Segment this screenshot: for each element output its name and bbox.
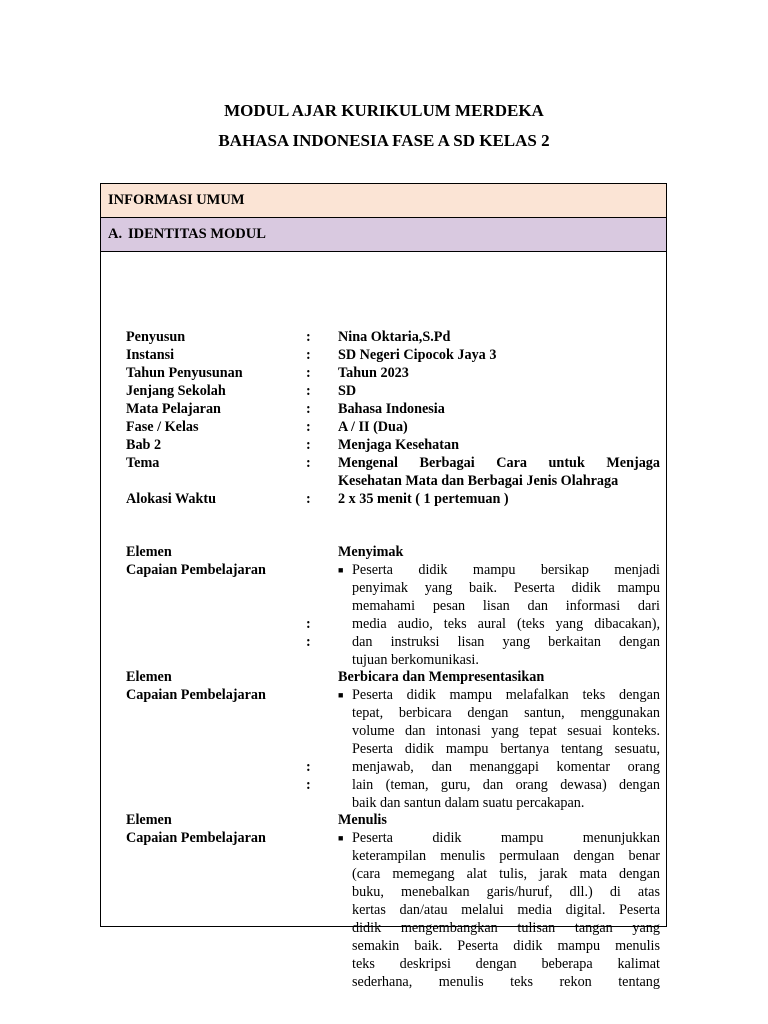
element-label: Elemen bbox=[126, 544, 172, 560]
field-colon: : bbox=[306, 347, 311, 363]
section-label: IDENTITAS MODUL bbox=[128, 226, 266, 242]
document-title: MODUL AJAR KURIKULUM MERDEKA bbox=[224, 101, 544, 120]
bullet-square-icon: ■ bbox=[338, 833, 344, 843]
field-colon: : bbox=[306, 437, 311, 453]
field-label: Fase / Kelas bbox=[126, 419, 199, 435]
element-heading: Menyimak bbox=[338, 544, 404, 560]
field-value: Nina Oktaria,S.Pd bbox=[338, 329, 451, 345]
achievement-row bbox=[101, 919, 668, 937]
achievement-line: Peserta didik mampu bersikap menjadi bbox=[352, 562, 660, 578]
achievement-row bbox=[101, 937, 668, 955]
field-colon: : bbox=[306, 419, 311, 435]
achievement-row bbox=[101, 758, 668, 776]
identity-row-fase bbox=[101, 418, 668, 436]
section-identitas-modul bbox=[101, 218, 666, 252]
field-label: Tema bbox=[126, 455, 160, 471]
field-colon: : bbox=[306, 383, 311, 399]
field-value: Menjaga Kesehatan bbox=[338, 437, 459, 453]
field-label: Penyusun bbox=[126, 329, 186, 345]
field-value: SD bbox=[338, 383, 357, 399]
bullet-square-icon: ■ bbox=[338, 690, 344, 700]
achievement-label: Capaian Pembelajaran bbox=[126, 562, 266, 578]
achievement-line: media audio, teks aural (teks yang dibacakan), bbox=[352, 616, 660, 632]
field-colon: : bbox=[306, 759, 311, 775]
achievement-line: didik mengembangkan tulisan tangan yang bbox=[352, 920, 660, 936]
field-label: Bab 2 bbox=[126, 437, 162, 453]
achievement-line: Peserta didik mampu bertanya tentang sesuatu, bbox=[352, 741, 660, 757]
field-value: Bahasa Indonesia bbox=[338, 401, 445, 417]
field-colon: : bbox=[306, 455, 311, 471]
field-label: Tahun Penyusunan bbox=[126, 365, 243, 381]
element-label: Elemen bbox=[126, 812, 172, 828]
achievement-line: Peserta didik mampu melafalkan teks dengan bbox=[352, 687, 660, 703]
field-label: Jenjang Sekolah bbox=[126, 383, 226, 399]
achievement-row bbox=[101, 704, 668, 722]
achievement-line: memahami pesan lisan dan informasi dari bbox=[352, 598, 660, 614]
identity-row-alokasi bbox=[101, 490, 668, 508]
achievement-row bbox=[101, 847, 668, 865]
field-value: SD Negeri Cipocok Jaya 3 bbox=[338, 347, 497, 363]
achievement-row bbox=[101, 633, 668, 651]
achievement-row bbox=[101, 865, 668, 883]
achievement-line: Peserta didik mampu menunjukkan bbox=[352, 830, 660, 846]
achievement-line: buku, menebalkan garis/huruf, dll.) di atas bbox=[352, 884, 660, 900]
identity-row-tema bbox=[101, 454, 668, 472]
achievement-row bbox=[101, 615, 668, 633]
field-value: A / II (Dua) bbox=[338, 419, 408, 435]
identity-row-bab bbox=[101, 436, 668, 454]
achievement-line: volume dan intonasi yang tepat sesuai konteks. bbox=[352, 723, 660, 739]
bullet-square-icon: ■ bbox=[338, 565, 344, 575]
achievement-label: Capaian Pembelajaran bbox=[126, 830, 266, 846]
field-colon: : bbox=[306, 777, 311, 793]
identity-row-penyusun bbox=[101, 328, 668, 346]
module-table bbox=[100, 183, 667, 990]
achievement-line: tepat, berbicara dengan santun, menggunakan bbox=[352, 705, 660, 721]
achievement-line: menjawab, dan menanggapi komentar orang bbox=[352, 759, 660, 775]
field-label: Instansi bbox=[126, 347, 175, 363]
section-informasi-umum: INFORMASI UMUM bbox=[101, 184, 666, 218]
field-colon: : bbox=[306, 491, 311, 507]
achievement-label-row bbox=[101, 561, 668, 579]
achievement-line: baik dan santun dalam suatu percakapan. bbox=[352, 795, 585, 811]
achievement-line: penyimak yang baik. Peserta didik mampu bbox=[352, 580, 660, 596]
field-label: Mata Pelajaran bbox=[126, 401, 221, 417]
field-value: 2 x 35 menit ( 1 pertemuan ) bbox=[338, 491, 509, 507]
achievement-row bbox=[101, 776, 668, 794]
identity-row-mapel bbox=[101, 400, 668, 418]
field-value: Tahun 2023 bbox=[338, 365, 409, 381]
achievement-row bbox=[101, 973, 668, 991]
identity-row-instansi bbox=[101, 346, 668, 364]
achievement-row bbox=[101, 597, 668, 615]
element-heading: Menulis bbox=[338, 812, 387, 828]
identity-row-tema-cont bbox=[101, 472, 668, 490]
field-colon: : bbox=[306, 329, 311, 345]
element-heading: Berbicara dan Mempresentasikan bbox=[338, 669, 545, 685]
element-label-row bbox=[101, 543, 668, 561]
achievement-row bbox=[101, 901, 668, 919]
field-colon: : bbox=[306, 634, 311, 650]
achievement-row bbox=[101, 722, 668, 740]
achievement-row bbox=[101, 883, 668, 901]
achievement-line: teks deskripsi dengan beberapa kalimat bbox=[352, 956, 660, 972]
achievement-line: dan instruksi lisan yang berkaitan dengan bbox=[352, 634, 660, 650]
achievement-row bbox=[101, 955, 668, 973]
field-value: Mengenal Berbagai Cara untuk Menjaga bbox=[338, 455, 660, 471]
achievement-line: lain (teman, guru, dan orang dewasa) dengan bbox=[352, 777, 660, 793]
field-colon: : bbox=[306, 401, 311, 417]
achievement-row bbox=[101, 651, 668, 669]
achievement-label-row bbox=[101, 829, 668, 847]
identity-row-jenjang bbox=[101, 382, 668, 400]
achievement-label-row bbox=[101, 686, 668, 704]
element-label-row bbox=[101, 811, 668, 829]
achievement-line: keterampilan menulis permulaan dengan benar bbox=[352, 848, 660, 864]
element-label: Elemen bbox=[126, 669, 172, 685]
identity-row-tahun bbox=[101, 364, 668, 382]
field-colon: : bbox=[306, 616, 311, 632]
section-letter: A. bbox=[108, 226, 123, 242]
achievement-line: sederhana, menulis teks rekon tentang bbox=[352, 974, 660, 990]
achievement-line: semakin baik. Peserta didik mampu menulis bbox=[352, 938, 660, 954]
achievement-line: (cara memegang alat tulis, jarak mata dengan bbox=[352, 866, 660, 882]
achievement-row bbox=[101, 740, 668, 758]
achievement-row bbox=[101, 794, 668, 812]
achievement-label: Capaian Pembelajaran bbox=[126, 687, 266, 703]
document-subtitle: BAHASA INDONESIA FASE A SD KELAS 2 bbox=[218, 131, 550, 150]
field-value-continued: Kesehatan Mata dan Berbagai Jenis Olahraga bbox=[338, 473, 619, 489]
field-label: Alokasi Waktu bbox=[126, 491, 217, 507]
achievement-line: kertas dan/atau melalui media digital. Peserta bbox=[352, 902, 660, 918]
field-colon: : bbox=[306, 365, 311, 381]
element-label-row bbox=[101, 668, 668, 686]
achievement-line: tujuan berkomunikasi. bbox=[352, 652, 479, 668]
achievement-row bbox=[101, 579, 668, 597]
